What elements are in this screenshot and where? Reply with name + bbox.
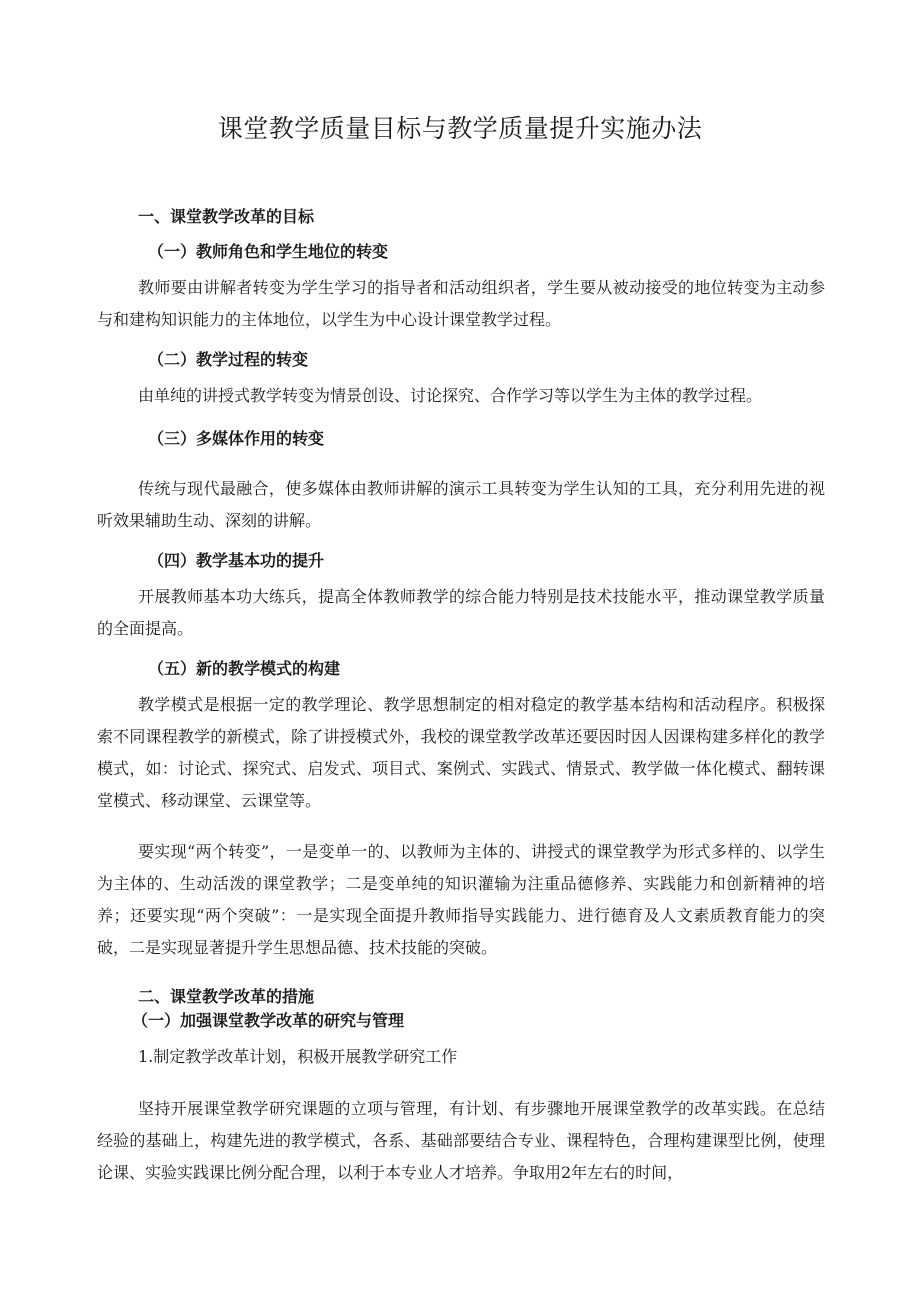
paragraph-basic-skills: 开展教师基本功大练兵，提高全体教师教学的综合能力特别是技术技能水平，推动课堂教学质量的全面提高。 [97,587,825,638]
subheading-multimedia: （三）多媒体作用的转变 [148,429,325,448]
paragraph-research-projects: 坚持开展课堂教学研究课题的立项与管理，有计划、有步骤地开展课堂教学的改革实践。在总结经验的基础上，构建先进的教学模式，各系、基础部要结合专业、课程特色，合理构建课型比例，使理论课、实验实践课比例分配合理，以利于本专业人才培养。争取用2年左右的时间， [97,1099,825,1182]
document-title: 课堂教学质量目标与教学质量提升实施办法 [217,114,703,143]
list-item-reform-plan: 1.制定教学改革计划，积极开展教学研究工作 [138,1047,458,1066]
paragraph-teaching-process: 由单纯的讲授式教学转变为情景创设、讨论探究、合作学习等以学生为主体的教学过程。 [138,386,763,405]
paragraph-teaching-models: 教学模式是根据一定的教学理论、教学思想制定的相对稳定的教学基本结构和活动程序。积极探索不同课程教学的新模式，除了讲授模式外，我校的课堂教学改革还要因时因人因课构建多样化的教学模式，如：讨论式、探究式、启发式、项目式、案例式、实践式、情景式、教学做一体化模式、翻转课堂模式、移动课堂、云课堂等。 [97,695,825,810]
section-heading-goals: 一、课堂教学改革的目标 [138,207,315,226]
subheading-teaching-models: （五）新的教学模式的构建 [148,659,341,678]
paragraph-two-transformations: 要实现“两个转变”，一是变单一的、以教师为主体的、讲授式的课堂教学为形式多样的、以学生为主体的、生动活泼的课堂教学；二是变单纯的知识灌输为注重品德修养、实践能力和创新精神的培养；还要实现“两个突破”：一是实现全面提升教师指导实践能力、进行德育及人文素质教育能力的突破，二是实现显著提升学生思想品德、技术技能的突破。 [97,842,825,957]
paragraph-multimedia: 传统与现代最融合，使多媒体由教师讲解的演示工具转变为学生认知的工具，充分利用先进的视听效果辅助生动、深刻的讲解。 [97,479,825,530]
subheading-teaching-process: （二）教学过程的转变 [148,350,309,369]
paragraph-teacher-role: 教师要由讲解者转变为学生学习的指导者和活动组织者，学生要从被动接受的地位转变为主动参与和建构知识能力的主体地位，以学生为中心设计课堂教学过程。 [97,278,825,329]
subheading-research-management: （一）加强课堂教学改革的研究与管理 [132,1011,405,1030]
subheading-basic-skills: （四）教学基本功的提升 [148,551,325,570]
section-heading-measures: 二、课堂教学改革的措施 [138,987,315,1006]
subheading-teacher-role: （一）教师角色和学生地位的转变 [148,242,389,261]
